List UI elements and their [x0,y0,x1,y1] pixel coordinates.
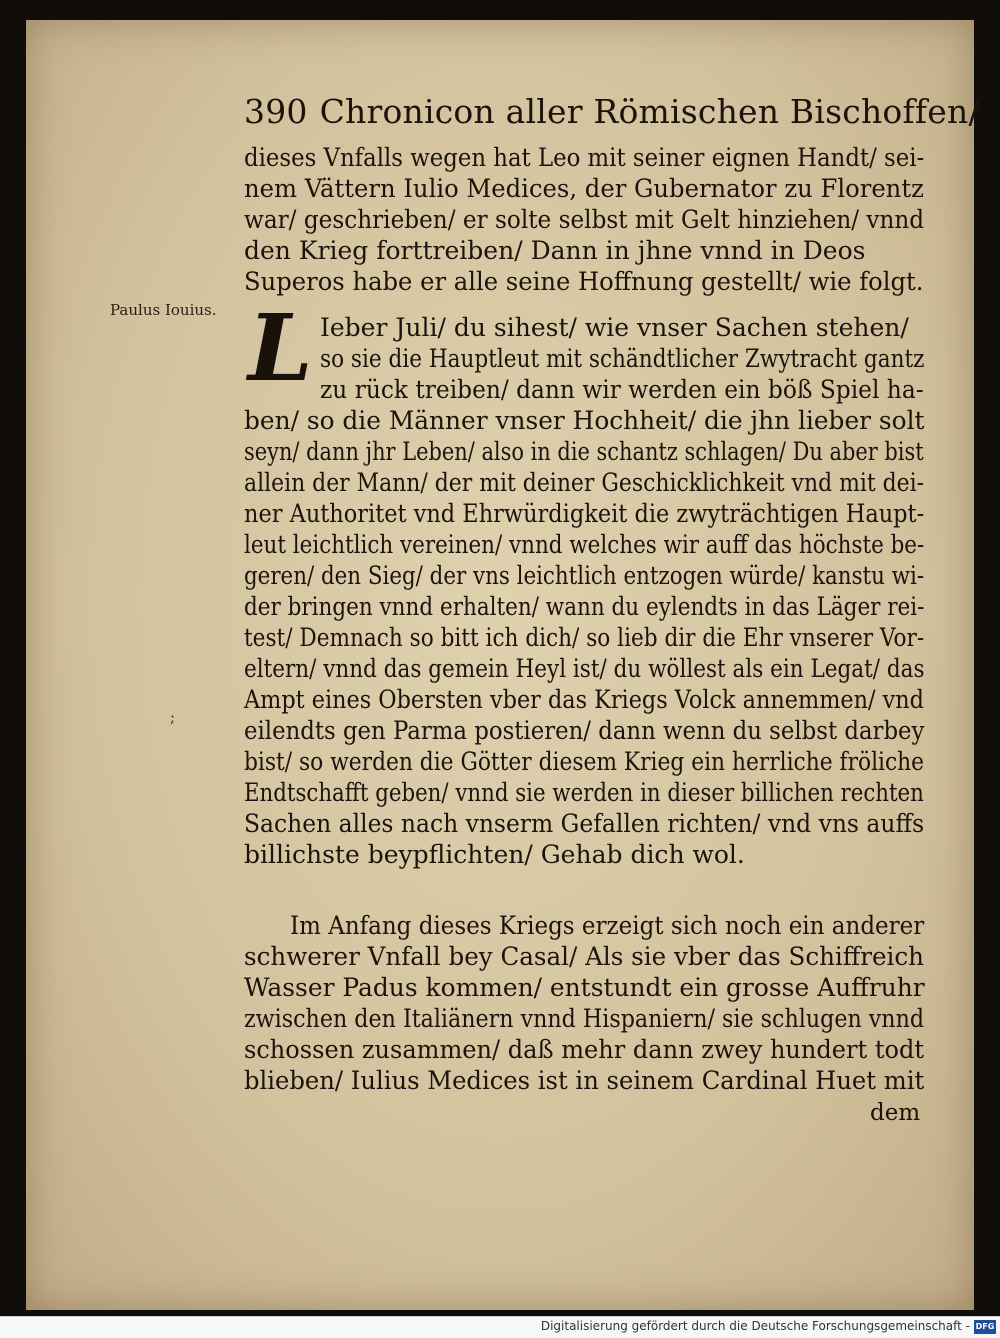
text-line: Ampt eines Obersten vber das Kriegs Volck annemmen/ vnd [244,685,924,714]
text-line: Wasser Padus kommen/ entstundt ein grosse Auffruhr [244,973,925,1002]
footer-credit: Digitalisierung gefördert durch die Deutsche Forschungsgemeinschaft - [540,1319,970,1333]
text-line: geren/ den Sieg/ der vns leichtlich entzogen würde/ kanstu wi- [244,561,925,590]
text-line: Superos habe er alle seine Hoffnung gestellt/ wie folgt. [244,267,924,296]
text-line: seyn/ dann jhr Leben/ also in die schantz schlagen/ Du aber bist [244,437,924,466]
text-line: ner Authoritet vnd Ehrwürdigkeit die zwyträchtigen Haupt- [244,499,925,528]
text-line: den Krieg forttreiben/ Dann in jhne vnnd in Deos [244,236,866,265]
text-line: Sachen alles nach vnserm Gefallen richten/ vnd vns auffs [244,809,925,838]
running-title: Chronicon aller Römischen Bischoffen/ [319,92,980,131]
text-line: eltern/ vnnd das gemein Heyl ist/ du wöllest als ein Legat/ das [244,654,925,683]
drop-capital: L [248,294,313,402]
page-header [244,92,980,138]
margin-mark: ; [170,708,176,726]
text-line: nem Vättern Iulio Medices, der Gubernator zu Florentz [244,174,924,203]
text-line: schwerer Vnfall bey Casal/ Als sie vber das Schiffreich [244,942,924,971]
text-line: so sie die Hauptleut mit schändtlicher Zwytracht gantz [320,344,925,373]
catchword: dem [870,1100,921,1126]
text-line: zwischen den Italiänern vnnd Hispaniern/ sie schlugen vnnd [244,1004,925,1033]
text-line: Im Anfang dieses Kriegs erzeigt sich noch ein anderer [290,911,925,940]
text-line: Ieber Juli/ du sihest/ wie vnser Sachen stehen/ [320,313,909,342]
text-line: schossen zusammen/ daß mehr dann zwey hundert todt [244,1035,925,1064]
text-line: ben/ so die Männer vnser Hochheit/ die jhn lieber solt [244,406,925,435]
text-line: eilendts gen Parma postieren/ dann wenn du selbst darbey [244,716,925,745]
text-line: test/ Demnach so bitt ich dich/ so lieb dir die Ehr vnserer Vor- [244,623,925,652]
text-line: dieses Vnfalls wegen hat Leo mit seiner eignen Handt/ sei- [244,143,925,172]
text-line: allein der Mann/ der mit deiner Geschicklichkeit vnd mit dei- [244,468,925,497]
text-line: leut leichtlich vereinen/ vnnd welches wir auff das höchste be- [244,530,925,559]
margin-note: Paulus Iouius. [110,301,217,319]
text-line: Endtschafft geben/ vnnd sie werden in dieser billichen rechten [244,778,924,807]
dfg-logo-icon: DFG [974,1320,996,1334]
text-line: war/ geschrieben/ er solte selbst mit Gelt hinziehen/ vnnd [244,205,925,234]
page-number: 390 [244,92,308,131]
text-line: blieben/ Iulius Medices ist in seinem Cardinal Huet mit [244,1066,925,1095]
text-line: billichste beypflichten/ Gehab dich wol. [244,840,745,869]
text-line: bist/ so werden die Götter diesem Krieg ein herrliche fröliche [244,747,925,776]
footer-bar [0,1316,1000,1338]
text-line: der bringen vnnd erhalten/ wann du eylendts in das Läger rei- [244,592,925,621]
text-line: zu rück treiben/ dann wir werden ein böß Spiel ha- [320,375,924,404]
